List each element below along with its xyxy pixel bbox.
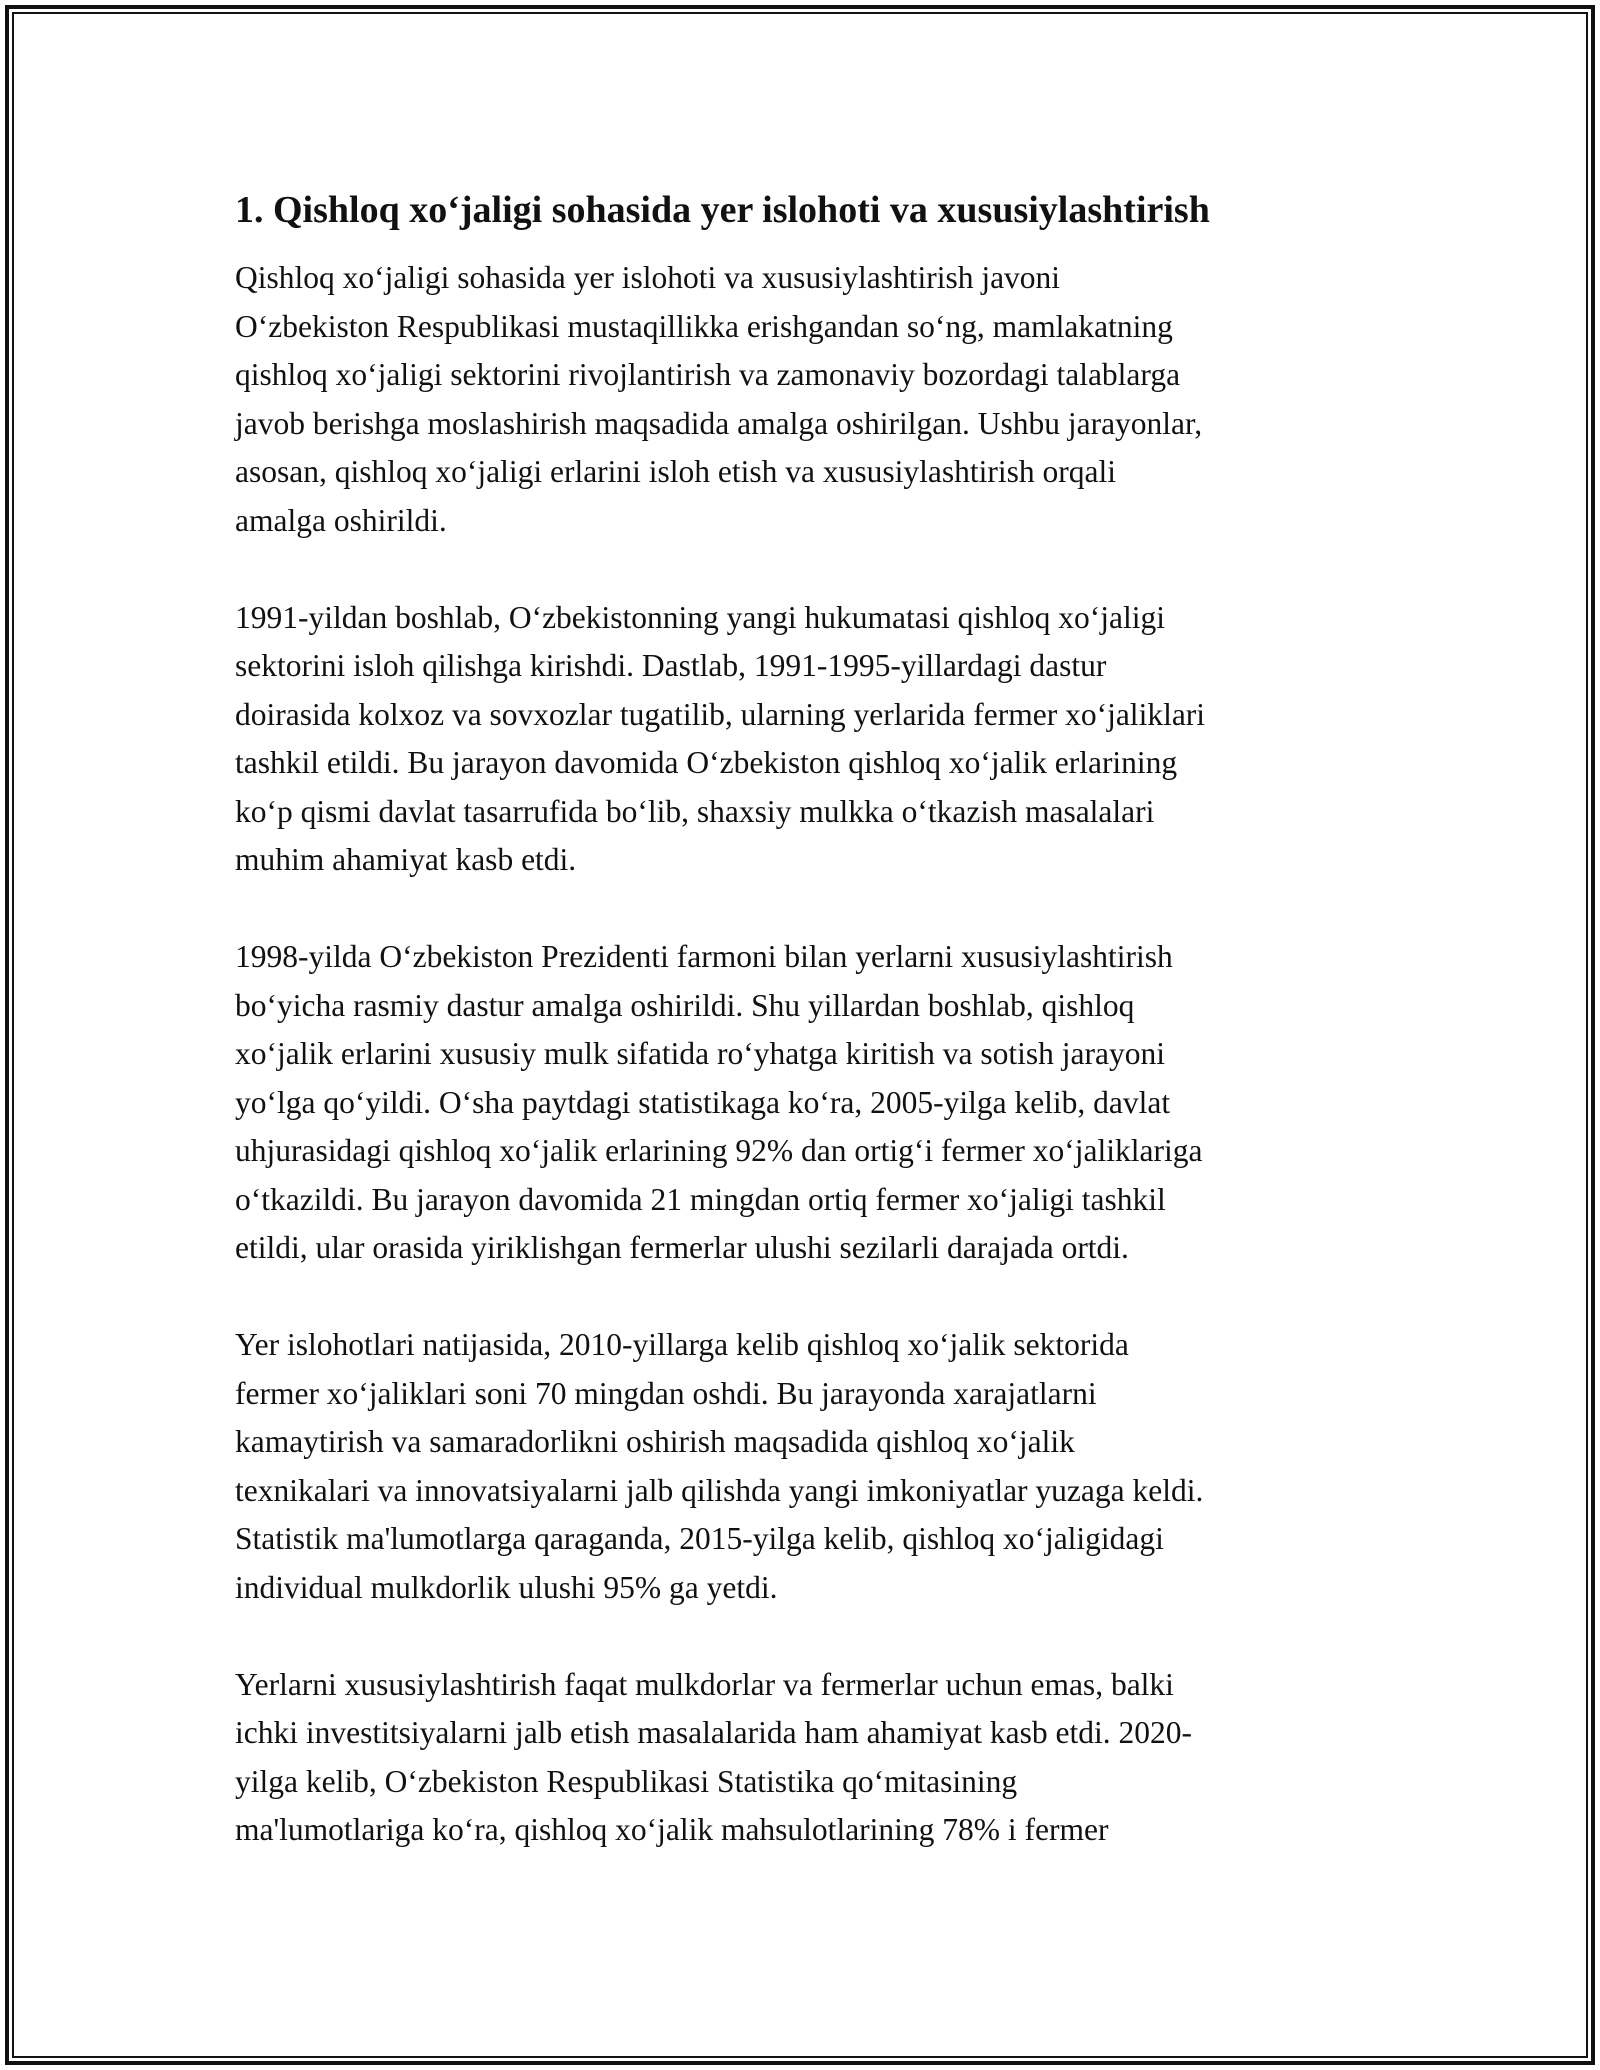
text-line: javob berishga moslashirish maqsadida amalga oshirilgan. Ushbu jarayonlar, [235,405,1203,441]
text-line: 1998-yilda Oʻzbekiston Prezidenti farmoni bilan yerlarni xususiylashtirish [235,939,1173,974]
text-line: xoʻjalik erlarini xususiy mulk sifatida roʻyhatga kiritish va sotish jarayoni [235,1036,1165,1071]
paragraph-spacer [235,1273,1385,1322]
paragraph-4 [235,1321,1385,1612]
section-heading: 1. Qishloq xoʻjaligi sohasida yer islohoti va xususiylashtirish [235,189,1210,231]
paragraph-3 [235,933,1385,1273]
paragraph-2 [235,594,1385,885]
paragraph-spacer [235,1612,1385,1661]
text-line: yilga kelib, Oʻzbekiston Respublikasi Statistika qoʻmitasining [235,1763,1018,1799]
text-line: texnikalari va innovatsiyalarni jalb qilishda yangi imkoniyatlar yuzaga keldi. [235,1472,1204,1508]
text-line: 1991-yildan boshlab, Oʻzbekistonning yangi hukumatasi qishloq xoʻjaligi [235,599,1166,635]
text-line: muhim ahamiyat kasb etdi. [235,842,577,877]
text-line: ma'lumotlariga koʻra, qishloq xoʻjalik mahsulotlarining 78% i fermer [235,1812,1109,1847]
text-line: tashkil etildi. Bu jarayon davomida Oʻzbekiston qishloq xoʻjalik erlarining [235,745,1178,780]
text-line: boʻyicha rasmiy dastur amalga oshirildi. Shu yillardan boshlab, qishloq [235,987,1135,1023]
text-line: etildi, ular orasida yiriklishgan fermerlar ulushi sezilarli darajada ortdi. [235,1230,1129,1265]
text-line: Oʻzbekiston Respublikasi mustaqillikka erishgandan soʻng, mamlakatning [235,308,1173,344]
text-line: sektorini isloh qilishga kirishdi. Dastlab, 1991-1995-yillardagi dastur [235,648,1107,683]
paragraph-1 [235,254,1385,545]
text-line: ichki investitsiyalarni jalb etish masalalarida ham ahamiyat kasb etdi. 2020- [235,1715,1192,1750]
text-line: uhjurasidagi qishloq xoʻjalik erlarining 92% dan ortigʻi fermer xoʻjaliklariga [235,1133,1203,1168]
text-line: koʻp qismi davlat tasarrufida boʻlib, shaxsiy mulkka oʻtkazish masalalari [235,793,1155,829]
text-line: kamaytirish va samaradorlikni oshirish maqsadida qishloq xoʻjalik [235,1424,1075,1459]
paragraph-spacer [235,885,1385,934]
text-line: Qishloq xoʻjaligi sohasida yer islohoti va xususiylashtirish javoni [235,260,1061,295]
text-line: doirasida kolxoz va sovxozlar tugatilib, ularning yerlarida fermer xoʻjaliklari [235,696,1206,732]
text-line: amalga oshirildi. [235,502,447,538]
document-body [235,186,1385,1855]
text-line: oʻtkazildi. Bu jarayon davomida 21 mingdan ortiq fermer xoʻjaligi tashkil [235,1181,1166,1217]
text-line: Statistik ma'lumotlarga qaraganda, 2015-yilga kelib, qishloq xoʻjaligidagi [235,1521,1164,1556]
text-line: Yerlarni xususiylashtirish faqat mulkdorlar va fermerlar uchun emas, balki [235,1666,1174,1702]
text-line: Yer islohotlari natijasida, 2010-yillarga kelib qishloq xoʻjalik sektorida [235,1327,1129,1362]
paragraph-5 [235,1661,1385,1855]
text-line: asosan, qishloq xoʻjaligi erlarini isloh etish va xususiylashtirish orqali [235,454,1117,489]
paragraph-spacer [235,545,1385,594]
text-line: fermer xoʻjaliklari soni 70 mingdan oshdi. Bu jarayonda xarajatlarni [235,1375,1097,1411]
text-line: yoʻlga qoʻyildi. Oʻsha paytdagi statistikaga koʻra, 2005-yilga kelib, davlat [235,1084,1171,1120]
text-line: qishloq xoʻjaligi sektorini rivojlantirish va zamonaviy bozordagi talablarga [235,357,1181,392]
text-line: individual mulkdorlik ulushi 95% ga yetdi. [235,1569,778,1605]
